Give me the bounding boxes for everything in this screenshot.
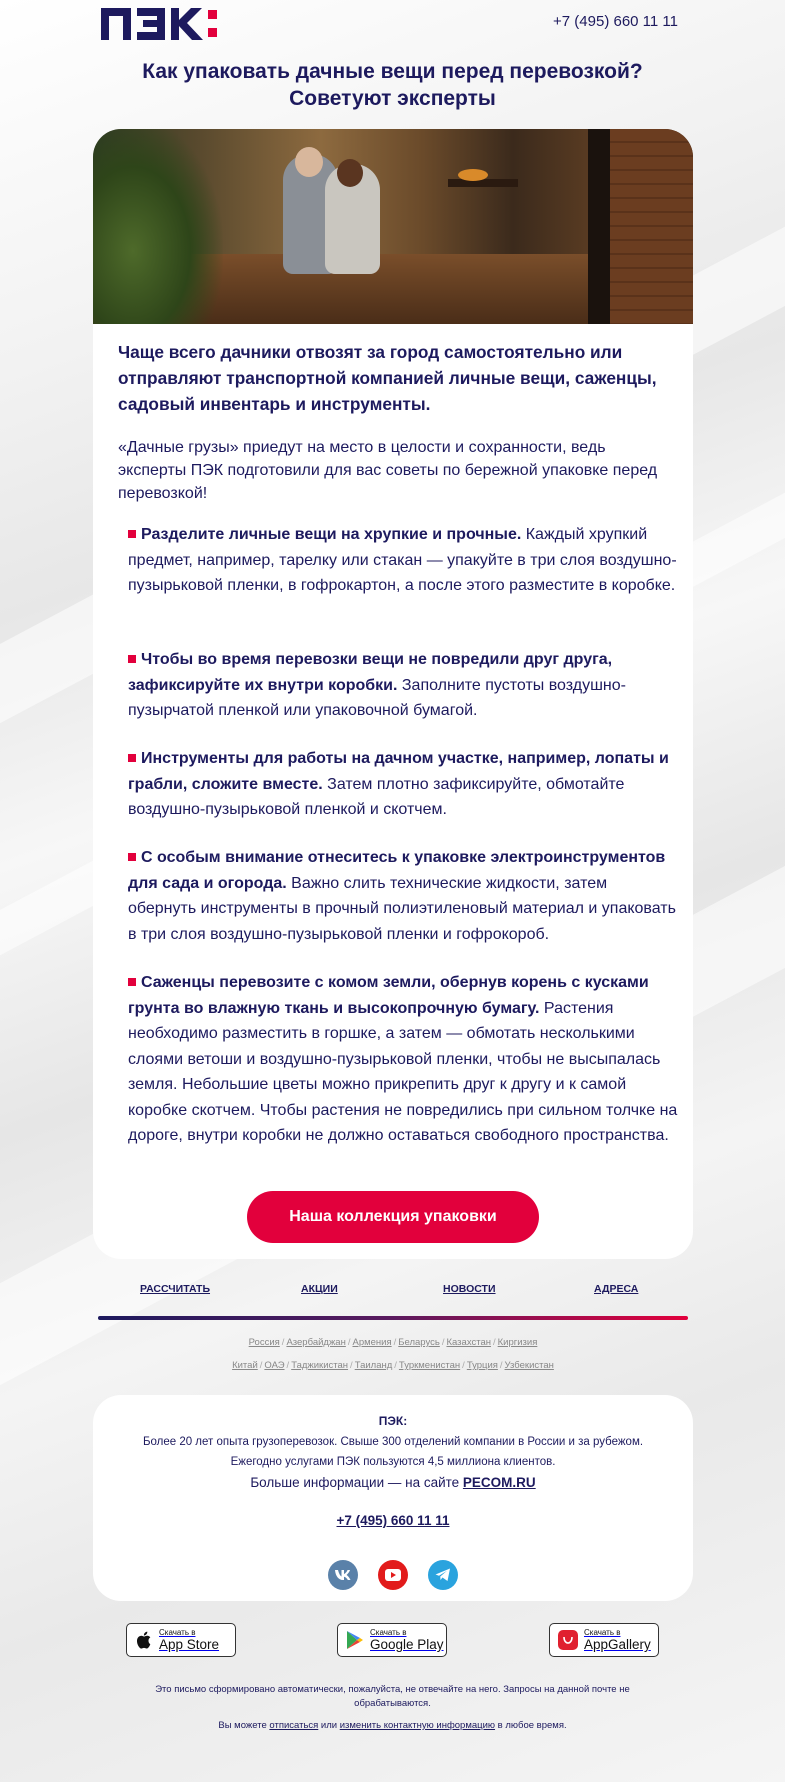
tip-bold: Инструменты для работы на дачном участке, например, лопаты и грабли, сложите вместе.: [128, 750, 669, 793]
header-phone-link[interactable]: +7 (495) 660 11 11: [553, 13, 678, 30]
country-link[interactable]: Таиланд: [354, 1360, 393, 1371]
hero-fruit: [458, 169, 488, 181]
auto-email-note: Это письмо сформировано автоматически, пожалуйста, не отвечайте на него. Запросы на данной почте не обрабатываются.: [155, 1684, 630, 1709]
country-link[interactable]: Казахстан: [446, 1337, 491, 1348]
site-link[interactable]: PECOM.RU: [462, 1475, 536, 1490]
nav-addresses-link[interactable]: АДРЕСА: [594, 1283, 639, 1295]
country-link[interactable]: ОАЭ: [264, 1360, 285, 1371]
tip-bold: Чтобы во время перевозки вещи не повредили друг друга, зафиксируйте их внутри коробки.: [128, 651, 613, 694]
bullet-icon: [128, 853, 136, 861]
subscription-note: [120, 1720, 665, 1731]
hero-head-woman: [337, 159, 363, 187]
nav-promotions-link[interactable]: АКЦИИ: [301, 1283, 338, 1295]
title-line-2: Советуют эксперты: [289, 87, 496, 110]
country-link[interactable]: Китай: [232, 1360, 258, 1371]
country-link[interactable]: Киргизия: [497, 1337, 538, 1348]
packaging-collection-button[interactable]: Наша коллекция упаковки: [247, 1191, 539, 1243]
country-link[interactable]: Россия: [248, 1337, 280, 1348]
country-link[interactable]: Узбекистан: [504, 1360, 554, 1371]
store-caption: Скачать в: [159, 1628, 196, 1637]
tip-text: Важно слить технические жидкости, затем обернуть инструменты в прочный полиэтиленовый материал и упаковать в три слоя воздушно-пузырьковой пленки и гофрокороб.: [128, 874, 676, 943]
bullet-icon: [128, 655, 136, 663]
google-play-icon: [346, 1630, 364, 1650]
tip-item: [128, 522, 678, 599]
hero-image: [93, 129, 693, 324]
tip-item: [128, 647, 678, 724]
hero-table: [448, 179, 518, 187]
country-link[interactable]: Беларусь: [398, 1337, 440, 1348]
nav-calculate-link[interactable]: РАССЧИТАТЬ: [140, 1283, 211, 1295]
title-line-1: Как упаковать дачные вещи перед перевозкой?: [142, 60, 643, 83]
google-play-button[interactable]: [337, 1623, 447, 1657]
nav-divider: [98, 1316, 688, 1320]
youtube-icon[interactable]: [378, 1560, 408, 1590]
huawei-appgallery-icon: [558, 1630, 578, 1650]
company-clients: Ежегодно услугами ПЭК пользуются 4,5 миллиона клиентов.: [230, 1456, 556, 1468]
tip-item: [128, 970, 678, 1149]
country-link[interactable]: Туркменистан: [398, 1360, 461, 1371]
tip-bold: Саженцы перевозите с комом земли, обернув корень с кусками грунта во влажную ткань и высокопрочную бумагу.: [128, 974, 649, 1017]
article-card: [93, 129, 693, 1259]
company-experience: Более 20 лет опыта грузоперевозок. Свыше 300 отделений компании в России и за рубежом.: [142, 1436, 644, 1448]
tip-text: Растения необходимо разместить в горшке, а затем — обмотать несколькими слоями ветоши и воздушно-пузырьковой пленки, чтобы не высыпалась земля. Небольшие цветы можно прикрепить друг к другу и к самой коробке скотчем. Чтобы растения не повредились при сильном толчке на дороге, внутри коробки не должно оставаться свободного пространства.: [128, 999, 678, 1144]
hero-head-man: [295, 147, 323, 177]
pek-logo[interactable]: [101, 6, 237, 40]
hero-pole: [588, 129, 610, 324]
bullet-icon: [128, 754, 136, 762]
tip-text: Заполните пустоты воздушно-пузырчатой пленкой или упаковочной бумагой.: [128, 676, 626, 719]
note-text: Вы можете: [218, 1720, 270, 1731]
countries-row-1: Россия / Азербайджан / Армения / Беларусь / Казахстан / Киргизия: [248, 1337, 538, 1348]
vk-icon[interactable]: [328, 1560, 358, 1590]
store-name: App Store: [159, 1637, 220, 1652]
store-name: Google Play: [370, 1637, 444, 1652]
tip-item: [128, 845, 678, 947]
hero-tree: [93, 129, 223, 324]
phone-link[interactable]: +7 (495) 660 11 11: [336, 1513, 450, 1528]
tip-bold: С особым внимание отнеситесь к упаковке электроинструментов для сада и огорода.: [128, 849, 666, 892]
note-text: в любое время.: [495, 1720, 567, 1731]
bullet-icon: [128, 978, 136, 986]
tip-bold: Разделите личные вещи на хрупкие и прочные.: [141, 526, 522, 543]
tip-text: Каждый хрупкий предмет, например, тарелку или стакан — упакуйте в три слоя воздушно-пузырьковой пленки, в гофрокартон, а после этого разместите в коробке.: [128, 526, 677, 594]
unsubscribe-link[interactable]: отписаться: [269, 1720, 319, 1731]
tip-item: [128, 746, 678, 823]
company-info-card: [93, 1395, 693, 1601]
lead-text: Чаще всего дачники отвозят за город самостоятельно или отправляют транспортной компанией личные вещи, саженцы, садовый инвентарь и инструменты.: [118, 342, 657, 414]
store-name: AppGallery: [584, 1637, 651, 1652]
country-link[interactable]: Турция: [466, 1360, 498, 1371]
tip-text: Затем плотно зафиксируйте, обмотайте воздушно-пузырьковой пленкой и скотчем.: [128, 775, 625, 818]
company-more-info: [93, 1475, 693, 1490]
country-link[interactable]: Таджикистан: [291, 1360, 349, 1371]
country-link[interactable]: Азербайджан: [286, 1337, 346, 1348]
company-phone: [93, 1513, 693, 1528]
app-gallery-button[interactable]: [549, 1623, 659, 1657]
country-link[interactable]: Армения: [352, 1337, 392, 1348]
intro-text: «Дачные грузы» приедут на место в целости и сохранности, ведь эксперты ПЭК подготовили для вас советы по бережной упаковке перед перевозкой!: [118, 439, 658, 502]
bullet-icon: [128, 530, 136, 538]
more-info-label: Больше информации — на сайте: [250, 1475, 463, 1490]
apple-icon: [135, 1630, 153, 1650]
store-caption: Скачать в: [584, 1628, 621, 1637]
nav-news-link[interactable]: НОВОСТИ: [443, 1283, 496, 1295]
company-name: ПЭК:: [378, 1414, 408, 1428]
change-contact-link[interactable]: изменить контактную информацию: [339, 1720, 496, 1731]
note-text: или: [318, 1720, 340, 1731]
footer-nav: [98, 1283, 688, 1303]
countries-row-2: Китай / ОАЭ / Таджикистан / Таиланд / Туркменистан / Турция / Узбекистан: [232, 1360, 554, 1371]
store-caption: Скачать в: [370, 1628, 407, 1637]
telegram-icon[interactable]: [428, 1560, 458, 1590]
page-title: [100, 58, 685, 112]
hero-wall: [610, 129, 693, 324]
header: [0, 0, 785, 50]
app-store-button[interactable]: [126, 1623, 236, 1657]
